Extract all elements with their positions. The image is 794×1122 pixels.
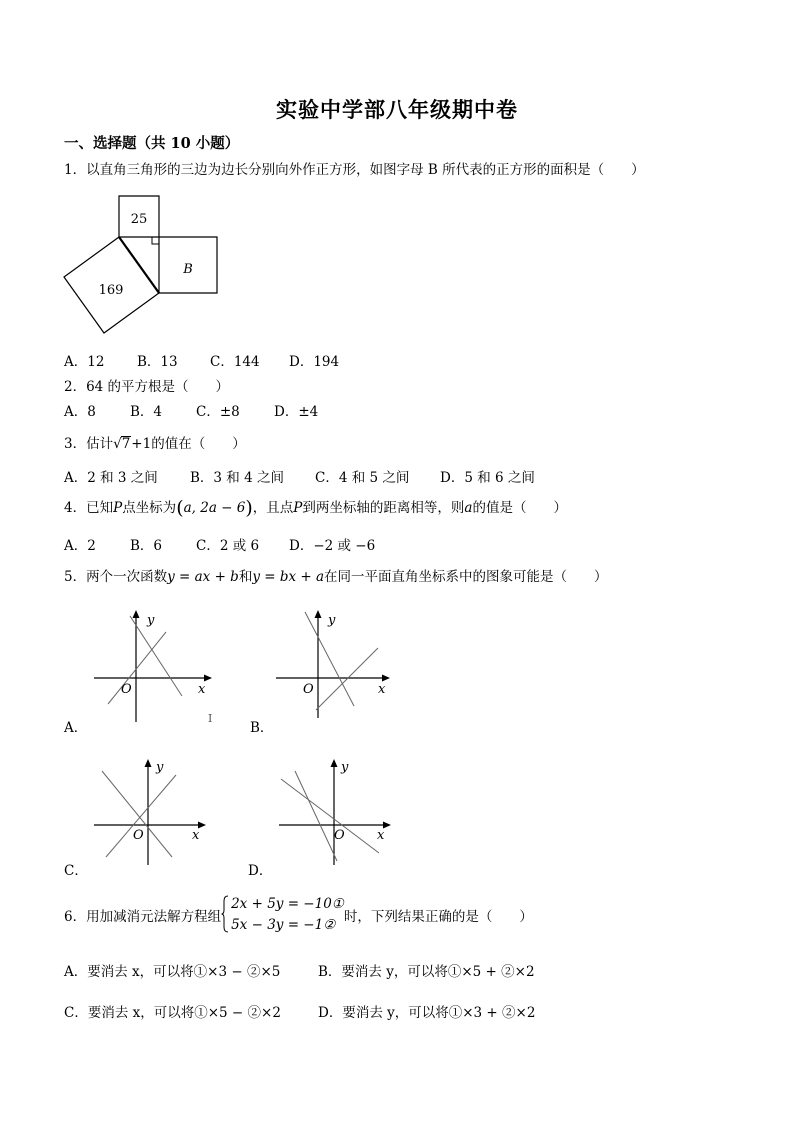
x-axis-arrow	[204, 675, 212, 682]
origin-label: O	[303, 682, 314, 697]
q4-text-a: 4．已知	[64, 500, 114, 516]
q3-option-d: D．5 和 6 之间	[440, 470, 535, 486]
q2-option-a: A．8	[64, 404, 96, 420]
q5-equation-1: y = ax + b	[167, 569, 239, 585]
right-angle-mark	[152, 237, 159, 244]
q2-option-c: C．±8	[196, 404, 240, 420]
line-2	[106, 775, 176, 857]
q4-text-e: 的值是（ ）	[472, 500, 567, 516]
q5-option-d: D．	[248, 863, 273, 879]
q6-equation-2: 5x − 3y = −1②	[231, 917, 336, 933]
y-label: y	[328, 613, 336, 628]
line-2	[316, 648, 378, 710]
question-3-text	[64, 432, 246, 453]
q1-option-d: D．194	[289, 354, 340, 370]
line-1	[102, 771, 172, 857]
q6-option-b: B．要消去 y，可以将①×5 + ②×2	[318, 964, 535, 980]
stray-mark: I	[208, 712, 213, 724]
x-label: x	[198, 682, 206, 697]
question-6-text	[64, 894, 533, 936]
y-axis-arrow	[145, 759, 152, 767]
q4-option-b: B．6	[130, 538, 163, 554]
q5-graph-a	[90, 604, 220, 724]
q4-text-b: 点坐标为	[122, 500, 177, 516]
question-1-text: 1．以直角三角形的三边为边长分别向外作正方形，如图字母 B 所代表的正方形的面积是（ ）	[64, 162, 645, 178]
q4-coordinate: a, 2a − 6	[183, 500, 246, 516]
label-169: 169	[98, 283, 124, 298]
q4-var-a: a	[464, 500, 473, 516]
q3-plus: +1	[131, 436, 152, 452]
equation-system	[221, 894, 344, 936]
q5-graph-c	[90, 753, 215, 868]
q5-graph-b	[272, 604, 397, 724]
section-heading: 一、选择题（共 10 小题）	[64, 135, 240, 152]
q6-option-d: D．要消去 y，可以将①×3 + ②×2	[318, 1005, 536, 1021]
q6-text-b: 时，下列结果正确的是（ ）	[343, 909, 533, 925]
q3-prefix: 3．估计	[64, 436, 114, 452]
q3-option-b: B．3 和 4 之间	[190, 470, 284, 486]
q6-option-c: C．要消去 x，可以将①×5 − ②×2	[64, 1005, 281, 1021]
q5-text-a: 5．两个一次函数	[64, 569, 168, 585]
q6-option-a: A．要消去 x，可以将①×3 − ②×5	[64, 964, 281, 980]
q5-option-b: B．	[250, 720, 274, 736]
question-1-figure	[60, 190, 225, 340]
q5-option-a: A．	[64, 720, 88, 736]
q2-option-d: D．±4	[274, 404, 319, 420]
q3-radicand: 7	[121, 436, 131, 452]
q4-var-p: P	[113, 500, 123, 516]
q6-equation-1: 2x + 5y = −10①	[231, 896, 344, 912]
q4-paren-close: )	[245, 497, 253, 519]
q1-option-b: B．13	[137, 354, 178, 370]
y-label: y	[147, 613, 155, 628]
x-axis-arrow	[382, 675, 390, 682]
q3-option-a: A．2 和 3 之间	[64, 470, 158, 486]
q3-option-c: C．4 和 5 之间	[315, 470, 410, 486]
q3-suffix: 的值在（ ）	[151, 436, 246, 452]
x-label: x	[192, 828, 200, 843]
origin-label: O	[133, 828, 144, 843]
origin-label: O	[121, 682, 132, 697]
hypotenuse	[119, 237, 159, 293]
y-axis-arrow	[315, 610, 322, 618]
question-4-text	[64, 496, 567, 519]
sqrt-sign: √	[113, 436, 122, 452]
q4-option-a: A．2	[64, 538, 96, 554]
y-label: y	[341, 760, 349, 775]
q4-text-c: ，且点	[252, 500, 294, 516]
y-axis-arrow	[331, 759, 338, 767]
x-label: x	[378, 682, 386, 697]
q5-text-b: 和	[238, 569, 253, 585]
q5-graph-d	[275, 753, 400, 868]
line-1	[281, 779, 379, 853]
q4-option-d: D．−2 或 −6	[289, 538, 376, 554]
q4-paren-open: (	[176, 497, 184, 519]
q1-option-c: C．144	[210, 354, 260, 370]
label-b: B	[183, 262, 193, 277]
line-2	[108, 632, 166, 704]
q4-text-d: 到两坐标轴的距离相等，则	[302, 500, 465, 516]
q2-option-b: B．4	[130, 404, 163, 420]
question-5-text	[64, 565, 608, 585]
q5-text-c: 在同一平面直角坐标系中的图象可能是（ ）	[324, 569, 608, 585]
x-label: x	[377, 828, 385, 843]
brace-icon	[221, 895, 229, 933]
page-title: 实验中学部八年级期中卷	[276, 97, 518, 122]
q1-option-a: A．12	[64, 354, 105, 370]
q5-option-c: C．	[64, 863, 88, 879]
question-2-text: 2．64 的平方根是（ ）	[64, 379, 230, 395]
q4-var-p-2: P	[293, 500, 303, 516]
y-axis-arrow	[133, 610, 140, 618]
q4-option-c: C．2 或 6	[196, 538, 260, 554]
y-label: y	[156, 760, 164, 775]
line-1	[130, 616, 182, 696]
q5-equation-2: y = bx + a	[252, 569, 325, 585]
origin-label: O	[334, 828, 345, 843]
q6-text-a: 6．用加减消元法解方程组	[64, 909, 222, 925]
label-25: 25	[130, 212, 148, 227]
